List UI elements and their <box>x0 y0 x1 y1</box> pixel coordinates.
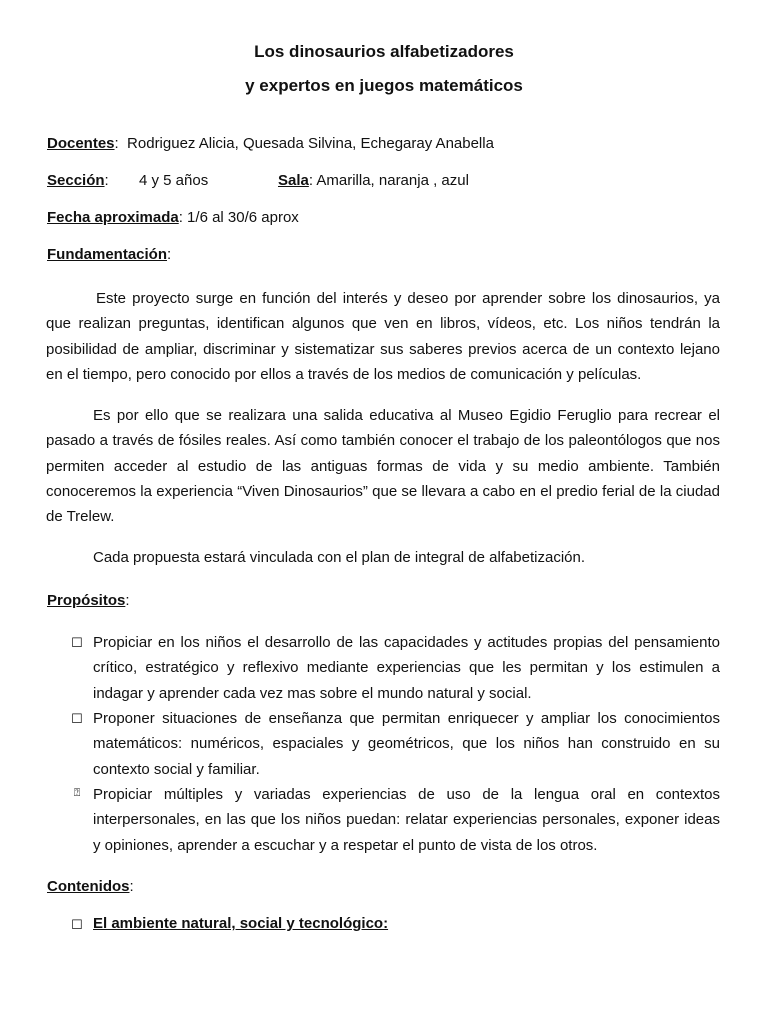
fecha-label: Fecha aproximada <box>47 209 179 226</box>
fecha-value: : 1/6 al 30/6 aprox <box>178 209 299 226</box>
missing-glyph-icon: ⍰ <box>73 787 81 799</box>
propositos-heading <box>47 592 130 609</box>
seccion-value: 4 y 5 años <box>139 172 209 189</box>
seccion-label: Sección <box>47 172 105 189</box>
fundamentacion-label: Fundamentación <box>47 246 168 263</box>
proposito-item-1: Propiciar en los niños el desarrollo de las capacidades y actitudes propias del pensamiento crítico, estratégico y reflexivo mediante experiencias que les permitan y los estimulen a indagar y aprender cada vez mas sobre el mundo natural y social. <box>93 634 720 702</box>
sala-value: : Amarilla, naranja , azul <box>308 172 469 189</box>
propositos-label: Propósitos <box>47 592 126 609</box>
fundamentacion-paragraph-3: Cada propuesta estará vinculada con el plan de integral de alfabetización. <box>93 549 585 566</box>
docentes-row <box>47 135 494 152</box>
contenidos-label: Contenidos <box>47 878 130 895</box>
fundamentacion-colon: : <box>167 246 172 263</box>
document-title-line-1: Los dinosaurios alfabetizadores <box>254 42 514 61</box>
fundamentacion-paragraph-1: Este proyecto surge en función del interés y deseo por aprender sobre los dinosaurios, ya que realizan preguntas, identifican algunos que ven en libros, vídeos, etc. Los niños tendrán la posibilidad de ampliar, discriminar y sistematizar sus saberes previos acerca de un contexto lejano en el tiempo, pero conocido por ellos a través de los medios de comunicación y películas. <box>46 290 720 383</box>
fundamentacion-paragraph-2: Es por ello que se realizara una salida educativa al Museo Egidio Feruglio para recrear el pasado a través de fósiles reales. Así como también conocer el trabajo de los paleontólogos que nos permiten acceder al estudio de las antiguas formas de vida y su medio ambiente. También conoceremos la experiencia “Viven Dinosaurios” que se llevara a cabo en el predio ferial de la ciudad de Trelew. <box>46 407 720 526</box>
contenidos-heading <box>47 878 134 895</box>
propositos-colon: : <box>125 592 130 609</box>
fecha-row <box>47 209 299 226</box>
docentes-value: Rodriguez Alicia, Quesada Silvina, Echegaray Anabella <box>127 135 494 152</box>
sala-label: Sala <box>278 172 309 189</box>
docentes-label: Docentes <box>47 135 115 152</box>
box-bullet-icon: ☐ <box>71 711 83 726</box>
sala-row <box>278 172 469 189</box>
box-bullet-icon: ☐ <box>71 917 83 932</box>
fundamentacion-heading <box>47 246 171 263</box>
document-title-line-2: y expertos en juegos matemáticos <box>245 76 523 95</box>
proposito-item-2: Proponer situaciones de enseñanza que permitan enriquecer y ampliar los conocimientos matemáticos: numéricos, espaciales y geométricos, que los niños han construido en su contexto social y familiar. <box>93 710 720 778</box>
contenidos-colon: : <box>129 878 134 895</box>
seccion-row <box>47 172 109 189</box>
seccion-colon: : <box>104 172 109 189</box>
contenido-item-1: El ambiente natural, social y tecnológico: <box>93 915 389 932</box>
proposito-item-3: Propiciar múltiples y variadas experiencias de uso de la lengua oral en contextos interpersonales, en las que los niños puedan: relatar experiencias personales, exponer ideas y opiniones, aprender a escuchar y a respetar el punto de vista de los otros. <box>93 786 720 854</box>
docentes-colon: : <box>114 135 119 152</box>
box-bullet-icon: ☐ <box>71 635 83 650</box>
